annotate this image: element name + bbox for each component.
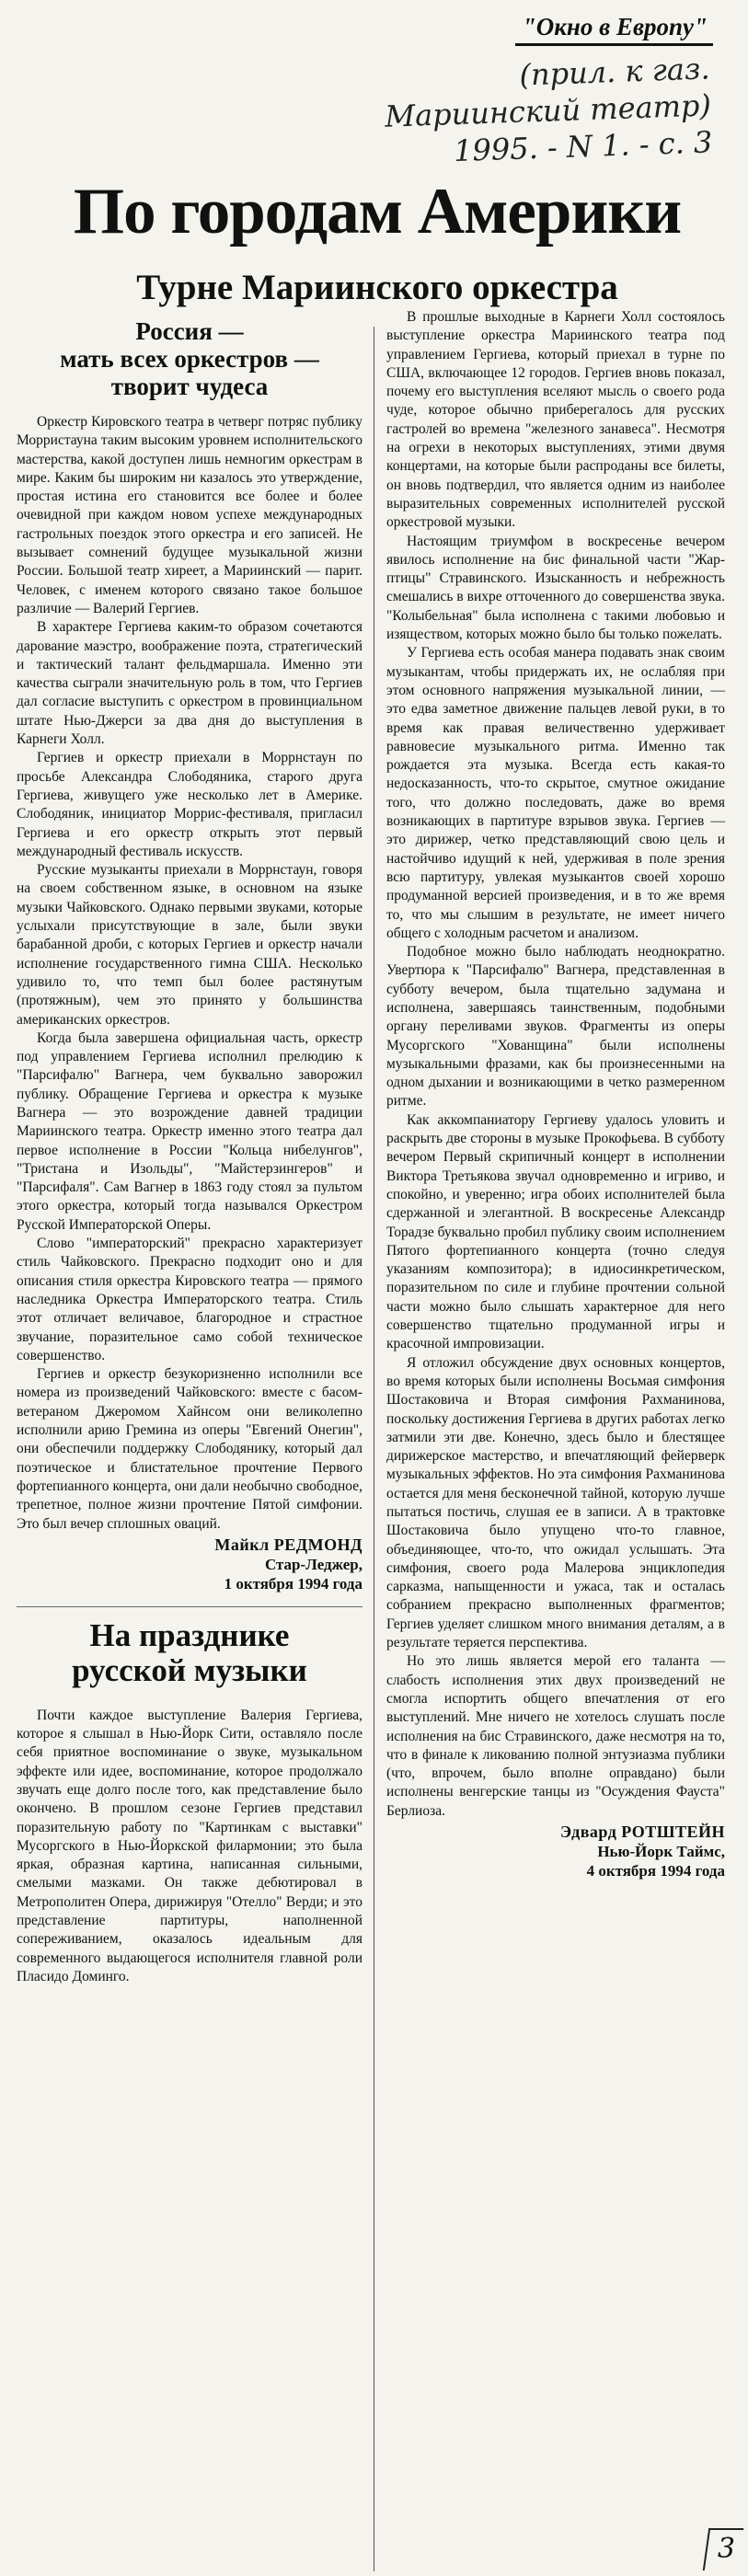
deck-line: Россия — xyxy=(135,317,244,345)
handwritten-note-line: 1995. - N 1. - с. 3 xyxy=(453,124,713,169)
article2-paragraph: У Гергиева есть особая манера подавать знак своим музыкантам, чтобы придержать их, не ослабляя при этом основного напряжения музыкальной линии, — это едва заметное движение пальцев левой руки, в то время как правая величественно удерживает равновесие музыкального ритма. Именно так рождается эта музыка. Всегда есть какая-то недосказанность, что-то скрытое, смутное ожидание того, что должно последовать, даже во время возникающих в партитуре взрывов звука. Гергиев — это дирижер, четко представляющий свою цель и настойчиво идущий к ней, удерживая в поле зрения всю партитуру, увлекая музыкантов своей хорошо продуманной версией произведения, и в то же время то, что мы слышим в результате, не имеет ничего общего с холодным расчетом и анализом. xyxy=(386,645,725,941)
article1-deck xyxy=(17,317,362,400)
subheadline: Турне Мариинского оркестра xyxy=(136,268,618,307)
author-name: Эдвард РОТШТЕЙН xyxy=(559,1823,725,1842)
article1-paragraph: Когда была завершена официальная часть, оркестр под управлением Гергиева исполнил прелюдию к "Парсифалю" Вагнера, чем буквально заворожил публику. Обращение Гергиева и оркестра к музыке Вагнера — это возрождение давней традиции Мариинского театра. Оркестр именно этого театра дал первое исполнение в России "Кольца нибелунгов", "Тристана и Изольды", "Майстерзингеров" и "Парсифаля". Сам Вагнер в 1863 году стоял за пультом этого оркестра, который тогда назывался Оркестром Русской Императорской Оперы. xyxy=(17,1029,362,1233)
publication-date: 1 октября 1994 года xyxy=(224,1574,362,1593)
article2-paragraph: В прошлые выходные в Карнеги Холл состоялось выступление оркестра Мариинского театра под управлением Гергиева, который приехал в турне по США, включающее 12 городов. Гергиев вновь показал, почему его выступления вселяют мысль о своего рода чуде, которое обычно приберегалось для русских гастролей во времена "железного занавеса". Несмотря на огрехи в некоторых выступлениях, этими двумя концертами, на которые были распроданы все билеты, он вновь подтвердил, что является одним из наиболее выразительных современных исполнителей русской оркестровой музыки. xyxy=(386,309,725,531)
article1-paragraph: Оркестр Кировского театра в четверг потряс публику Морристауна таким высоким уровнем исполнительского мастерства, какой доступен лишь немногим оркестрам в мире. Каким бы широким ни казалось это утверждение, простая истина его становится все более и более очевидной при каждом новом успехе международных гастрольных поездок этого оркестра и его записей. Не вызывает сомнений будущее музыкальной жизни России. Большой театр хиреет, а Мариинский — парит. Человек, с именем которого связано такое большое различие — Валерий Гергиев. xyxy=(17,414,362,616)
page-number: 3 xyxy=(717,2533,735,2565)
article1-paragraph: Слово "императорский" прекрасно характеризует стиль Чайковского. Прекрасно подходит оно и для описания стиля оркестра Кировского театра — прямого наследника Оркестра Императорского театра. Стиль этот отличает величавое, благородное и страстное звучание, поразительное само собой техническое совершенство. xyxy=(17,1236,362,1363)
author-name: Майкл РЕДМОНД xyxy=(214,1535,362,1554)
article1-paragraph: Гергиев и оркестр приехали в Моррнстаун по просьбе Александра Слободяника, старого друга Гергиева, живущего уже несколько лет в Америке. Слободяник, инициатор Моррис-фестиваля, пригласил Гергиева и его оркестр открыть этот первый международный фестиваль искусств. xyxy=(17,750,362,859)
article-separator xyxy=(17,1606,362,1607)
article2-paragraph: Как аккомпаниатору Гергиеву удалось уловить и раскрыть две стороны в музыке Прокофьева. В субботу вечером Первый скрипичный концерт в исполнении Виктора Третьякова звучал одновременно и игриво, и спокойно, и уверенно; игра обоих исполнителей была сдержанной и элегантной. В воскресенье Александр Торадзе буквально пробил публику своим исполнением Пятого фортепианного концерта (точно следуя указаниям композитора); в идиосинкретическом, поразительном по силе и глубине прочтении сольной части можно было слышать характерное для него совершенство тщательно продуманной игры и красочной импровизации. xyxy=(386,1111,725,1352)
article2-paragraph: Я отложил обсуждение двух основных концертов, во время которых были исполнены Восьмая симфония Шостаковича и Вторая симфония Рахманинова, поскольку достижения Гергиева в других работах легко затмили эти две. Конечно, здесь было и блестящее дирижерское мастерство, и впечатляющий фейерверк музыкальных эффектов. Но эта симфония Рахманинова остается для меня бесконечной тайной, которую лучше пытаться постичь, слушая ее в записи. А в трактовке Шостаковича было упущено что-то главное, объединяющее, что-то, что ожидал услышать. Эта симфония, своего рода Малерова энциклопедия сарказма, напыщенности и ужаса, так и осталась собранием прекрасно выполненных фрагментов; Гергиев уделяет слишком много внимания деталям, а в результате теряется перспектива. xyxy=(386,1354,725,1651)
source-tag: "Окно в Европу" xyxy=(515,13,713,46)
headline: По городам Америки xyxy=(73,176,682,247)
article2-paragraph: Почти каждое выступление Валерия Гергиева, которое я слышал в Нью-Йорк Сити, оставляло после себя приятное воспоминание о звуке, музыкальном эффекте или идее, воспоминание, которое продолжало звучать еще долго после того, как представление было окончено. В прошлом сезоне Гергиев представил поразительную работу по "Картинкам с выставки" Мусоргского в Нью-Йоркской филармонии; это была яркая, образная картина, написанная сильными, смелыми мазками. Он также дебютировал в Метрополитен Опера, дирижируя "Отелло" Верди; и это представление партитуры, наполненной сопереживанием, оказалось идеальным для современного выдающегося исполнителя главной роли Пласидо Доминго. xyxy=(17,1707,362,1984)
column-left xyxy=(17,308,362,1986)
headline-line: русской музыки xyxy=(72,1651,307,1688)
article1-paragraph: Русские музыканты приехали в Моррнстаун, говоря на своем собственном языке, в основном на языке музыки Чайковского. Однако первыми звуками, которые услыхали присутствующие в зале, были звуки барабанной дроби, с которых Гергиев и оркестр начали исполнение государственного гимна США. Несколько удивило то, что темп был более растянутым (протяжным), чем это принято у большинства американских оркестров. xyxy=(17,862,362,1028)
publication-name: Нью-Йорк Таймс, xyxy=(597,1843,725,1861)
article2-headline xyxy=(17,1618,362,1688)
handwritten-note-line: (прил. к газ. xyxy=(518,51,711,93)
column-right xyxy=(386,308,725,1880)
publication-name: Стар-Леджер, xyxy=(264,1555,362,1573)
article1-paragraph: В характере Гергиева каким-то образом сочетаются дарование маэстро, воображение поэта, стратегический и тактический талант фельдмаршала. Именно эти качества сыграли значительную роль в том, что Гергиев дал согласие выступить с оркестром в провинциальном штате Нью-Джерси за два дня до выступления в Карнеги Холл. xyxy=(17,619,362,748)
article2-byline xyxy=(386,1823,725,1880)
handwritten-note xyxy=(305,50,713,174)
deck-line: мать всех оркестров — xyxy=(60,345,319,373)
article1-byline xyxy=(17,1535,362,1593)
article2-paragraph: Подобное можно было наблюдать неоднократно. Увертюра к "Парсифалю" Вагнера, представленная в субботу вечером, была тщательно задумана и исполнена, завершаясь таинственным, подобными органу переливами звуков. Фрагменты из оперы Мусоргского "Хованщина" были исполнены музыкальными фразами, как бы произнесенными на одном дыхании и возникающими в четко размеренном ритме. xyxy=(386,944,725,1110)
article2-paragraph: Настоящим триумфом в воскресенье вечером явилось исполнение на бис финальной части "Жар-птицы" Стравинского. Изысканность и небрежность смешались в вихре отточенного до совершенства звука. "Колыбельная" была исполнена с такими любовью и изяществом, которых можно было бы только пожелать. xyxy=(386,533,725,643)
article2-paragraph: Но это лишь является мерой его таланта — слабость исполнения этих двух произведений не смогла испортить общего впечатления от его выступлений. Мне ничего не хотелось слушать после исполнения на бис Стравинского, даже несмотря на то, что в финале к ликованию полной энтузиазма публики (что, впрочем, было вполне оправдано) были исполнены венгерские танцы из "Осуждения Фауста" Берлиоза. xyxy=(386,1653,725,1819)
deck-line: творит чудеса xyxy=(110,373,269,400)
headline-line: На празднике xyxy=(89,1616,290,1653)
article1-paragraph: Гергиев и оркестр безукоризненно исполнили все номера из произведений Чайковского: вместе с басом-ветераном Джеромом Хайнсом они великолепно исполнили арию Гремина из оперы "Евгений Онегин", они обеспечили поддержку Слободянику, который дал поэтическое и блистательное прочтение Первого фортепианного концерта, они дали необычно свободное, трепетное, полное жизни прочтение Пятой симфонии. Это был вечер сплошных оваций. xyxy=(17,1366,362,1532)
handwritten-note-line: Мариинский театр) xyxy=(384,87,712,134)
publication-date: 4 октября 1994 года xyxy=(586,1862,725,1880)
